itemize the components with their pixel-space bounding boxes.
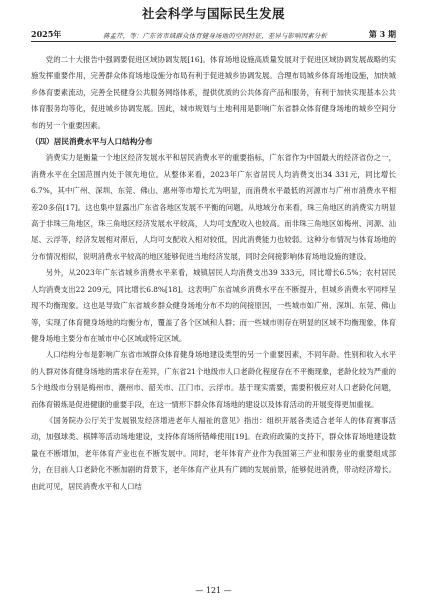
header-article-title: 蒋孟芹，等：广东省市域群众体育健身场地的空间特征、差异与影响因素分析 [103, 32, 328, 40]
paragraph: 另外，从2023年广东省城乡消费水平来看，城镇居民人均消费支出39 333元，同比增长6.5%；农村居民人均消费支出22 209元，同比增长6.8%[18]。这表明广东省城乡消费水平在不断提升，但城乡消费水平同样呈现不均衡现象。这也是导致广东省城乡群众健身场地分布不均的间接原因，一些城市如广州、深圳、东莞、佛山等，实现了体育健身场地的均衡分布，覆盖了各个区域和人群；而一些城市则存在明显的区域不均衡现象，体育健身场地主要分布在城市中心区域或特定区域。 [31, 268, 396, 343]
paragraph: 消费实力是衡量一个地区经济发展水平和居民消费水平的重要指标，广东省作为中国最大的经济省份之一，消费水平在全国范围内处于领先地位。从整体来看，2023年广东省居民人均消费支出34 331元，同比增长6.7%，其中广州、深圳、东莞、佛山、惠州等市增长尤为明显，而消费水平最低的河源市与广州市消费水平相差20多倍[17]。这也集中显露出广东省各地区发展不平衡的问题。从地域分布来看，珠三角地区的消费实力明显高于非珠三角地区，珠三角地区经济发展水平较高，人均可支配收入也较高。而非珠三角地区如梅州、河源、汕尾、云浮等，经济发展相对滞后，人均可支配收入相对较低，因此消费能力也较弱。这种分布情况与体育场地的分布情况相似，说明消费水平较高的地区能够促进当地经济发展，同时会间接影响体育场地设施的建设。 [31, 153, 396, 261]
journal-title: 社会科学与国际民生发展 [141, 6, 285, 21]
section-heading: （四）居民消费水平与人口结构分布 [31, 137, 153, 147]
article-body [31, 52, 396, 495]
paragraph: 人口结构分布是影响广东省市域群众体育健身场地建设类型的另一个重要因素，不同年龄、性别和收入水平的人群对体育健身场地的需求存在差异，广东省21个地级市人口老龄化程度存在不平衡现象，老龄化较为严重的5个地级市分别是梅州市、潮州市、韶关市、江门市、云浮市。基于现实需要，需要积极应对人口老龄化问题，而体育锻炼是促进健康的重要手段，在这一情形下群众体育场地的建设以及体育活动的开展变得更加重视。 [31, 350, 396, 409]
paragraph: 《国务院办公厅关于发展银发经济增进老年人福祉的意见》指出：组织开展各类适合老年人的体育赛事活动，加强球类、棋牌等活动场地建设，支持体育场所错峰使用[19]。在政府政策的支持下，群众体育场地建设数量在不断增加，老年体育产业也在不断发展中。同时，老年体育产业作为我国第三产业和服务业的重要组成部分，在目前人口老龄化不断加剧的背景下，老年体育产业具有广阔的发展前景，能够促进消费，带动经济增长。由此可见，居民消费水平和人口结 [31, 415, 396, 491]
paragraph: 党的二十大报告中强调要促进区域协调发展[16]。体育场地设施高质量发展对于促进区域协调发展战略的实施发挥重要作用，完善群众体育场地设施分布局有利于促进城乡协调发展。合理布局城乡体育场地设施，加快城乡体育要素流动，完善全民健身公共服务网络体系，提供优质的公共体育产品和服务，有利于加快实现基本公共体育服务均等化，促进城乡协调发展。因此，城市规划与土地利用是影响广东省群众体育健身场地的城乡空间分布的另一个重要因素。 [31, 55, 396, 130]
page-number: — 121 — [195, 586, 232, 595]
running-header [31, 26, 396, 40]
header-issue: 第 3 期 [368, 29, 396, 39]
header-divider [31, 41, 396, 42]
header-year: 2025年 [31, 29, 62, 39]
